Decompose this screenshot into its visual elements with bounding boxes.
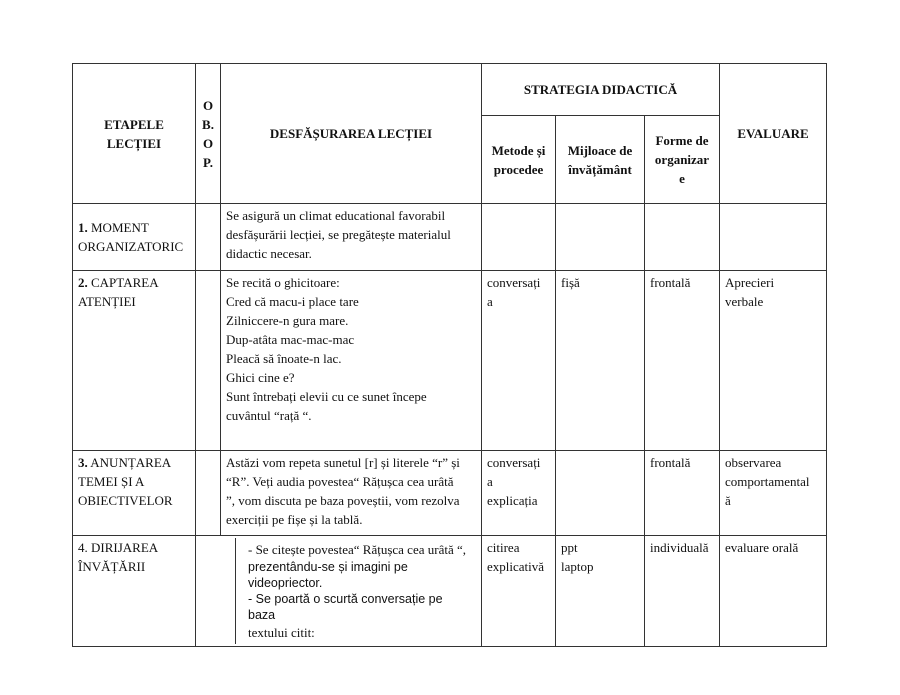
forms-cell	[645, 536, 720, 647]
activity-split	[201, 538, 476, 644]
header-obop	[196, 64, 221, 204]
activity-line: Dup-atâta mac-mac-mac	[226, 332, 355, 347]
activity-line: didactic necesar.	[226, 246, 312, 261]
stage-title-line: OBIECTIVELOR	[78, 493, 173, 508]
activity-line: ”, vom discuta pe baza poveștii, vom rezolva	[226, 493, 460, 508]
evaluation-cell	[720, 204, 827, 271]
methods-line: explicația	[487, 493, 538, 508]
evaluation-line: observarea	[725, 455, 782, 470]
stage-title-line: ÎNVĂȚĂRII	[78, 559, 146, 574]
header-evaluare: EVALUARE	[720, 64, 827, 204]
header-forme-line: organizar	[654, 152, 710, 167]
means-line: ppt	[561, 540, 578, 555]
lesson-plan-table	[72, 63, 827, 647]
methods-line: conversați	[487, 455, 541, 470]
stage-title-line: ATENȚIEI	[78, 294, 136, 309]
header-forme-line: e	[679, 171, 685, 186]
means-cell	[556, 451, 645, 536]
activity-line: Zilniccere-n gura mare.	[226, 313, 349, 328]
stage-cell	[73, 204, 196, 271]
forms-line: individuală	[650, 540, 709, 555]
stage-title: CAPTAREA	[87, 275, 159, 290]
stage-number: 4.	[78, 540, 88, 555]
activity-line: Se asigură un climat educational favorabil	[226, 208, 446, 223]
means-line: fișă	[561, 275, 580, 290]
stage-title-line	[78, 538, 190, 557]
evaluation-line: comportamental	[725, 474, 810, 489]
stage-title-line: TEMEI ȘI A	[78, 474, 145, 489]
stage-number: 2.	[78, 275, 88, 290]
header-etapele-text: ETAPELE	[104, 116, 164, 132]
forms-line: frontală	[650, 455, 691, 470]
stage-cell	[73, 271, 196, 451]
activity-line: Ghici cine e?	[226, 370, 295, 385]
means-cell	[556, 536, 645, 647]
activity-cell	[221, 204, 482, 271]
forms-line: frontală	[650, 275, 691, 290]
table-row	[73, 536, 827, 647]
methods-line: conversați	[487, 275, 541, 290]
means-line: laptop	[561, 559, 594, 574]
activity-line: Astăzi vom repeta sunetul [r] și literele “r” și	[226, 455, 460, 470]
activity-line: Pleacă să înoate-n lac.	[226, 351, 342, 366]
forms-cell	[645, 271, 720, 451]
methods-cell	[482, 536, 556, 647]
header-metode: Metode și procedee	[482, 116, 556, 204]
activity-line: - Se poartă o scurtă conversație pe baza	[248, 592, 443, 622]
activity-cell	[196, 536, 482, 647]
methods-line: a	[487, 294, 493, 309]
evaluation-cell	[720, 271, 827, 451]
header-forme-line: Forme de	[655, 133, 709, 148]
activity-cell	[221, 451, 482, 536]
header-obop-line: B.	[202, 116, 214, 132]
evaluation-cell	[720, 536, 827, 647]
activity-line: desfășurării lecției, se pregătește materialul	[226, 227, 451, 242]
obop-cell	[196, 271, 221, 451]
evaluation-line: verbale	[725, 294, 764, 309]
stage-title-line: ORGANIZATORIC	[78, 239, 184, 254]
stage-title: ANUNȚAREA	[87, 455, 172, 470]
table-row	[73, 271, 827, 451]
means-cell	[556, 271, 645, 451]
obop-cell	[196, 451, 221, 536]
header-obop-line: P.	[203, 154, 213, 170]
evaluation-line: ă	[725, 493, 731, 508]
activity-line: cuvântul “rață “.	[226, 408, 312, 423]
activity-line: “R”. Veți audia povestea“ Rățușca cea urâtă	[226, 474, 454, 489]
header-forme	[645, 116, 720, 204]
activity-line: - Se citește povestea“ Rățușca cea urâtă “,	[248, 542, 466, 557]
stage-title: MOMENT	[87, 220, 149, 235]
header-strategia: STRATEGIA DIDACTICĂ	[482, 64, 720, 116]
header-obop-line: O	[202, 135, 214, 151]
means-cell	[556, 204, 645, 271]
activity-line: exerciții pe fișe și la tablă.	[226, 512, 363, 527]
methods-cell	[482, 451, 556, 536]
evaluation-line: Aprecieri	[725, 275, 775, 290]
table-row	[73, 451, 827, 536]
evaluation-cell	[720, 451, 827, 536]
methods-cell	[482, 271, 556, 451]
activity-content	[236, 538, 476, 644]
obop-cell	[196, 204, 221, 271]
stage-title-line	[78, 453, 190, 472]
activity-line: Se recită o ghicitoare:	[226, 275, 340, 290]
forms-cell	[645, 451, 720, 536]
activity-line: Sunt întrebați elevii cu ce sunet începe	[226, 389, 427, 404]
activity-line: Cred că macu-i place tare	[226, 294, 359, 309]
header-lectiei-text: LECȚIEI	[106, 135, 162, 151]
stage-title: DIRIJAREA	[87, 540, 159, 555]
header-etapele	[73, 64, 196, 204]
methods-line: citirea	[487, 540, 520, 555]
stage-number: 3.	[78, 455, 88, 470]
stage-number: 1.	[78, 220, 88, 235]
stage-cell	[73, 536, 196, 647]
activity-line: prezentându-se și imagini pe videopriector.	[248, 560, 408, 590]
header-desfasurarea: DESFĂȘURAREA LECȚIEI	[221, 64, 482, 204]
header-mijloace: Mijloace de învățământ	[556, 116, 645, 204]
forms-cell	[645, 204, 720, 271]
methods-line: explicativă	[487, 559, 545, 574]
methods-cell	[482, 204, 556, 271]
header-row	[73, 64, 827, 116]
evaluation-line: evaluare orală	[725, 540, 799, 555]
header-obop-line: O	[202, 97, 214, 113]
stage-cell	[73, 451, 196, 536]
activity-line: textului citit:	[248, 625, 315, 640]
stage-title-line	[78, 218, 190, 237]
table-row	[73, 204, 827, 271]
stage-title-line	[78, 273, 190, 292]
methods-line: a	[487, 474, 493, 489]
activity-cell	[221, 271, 482, 451]
obop-cell	[201, 538, 236, 644]
